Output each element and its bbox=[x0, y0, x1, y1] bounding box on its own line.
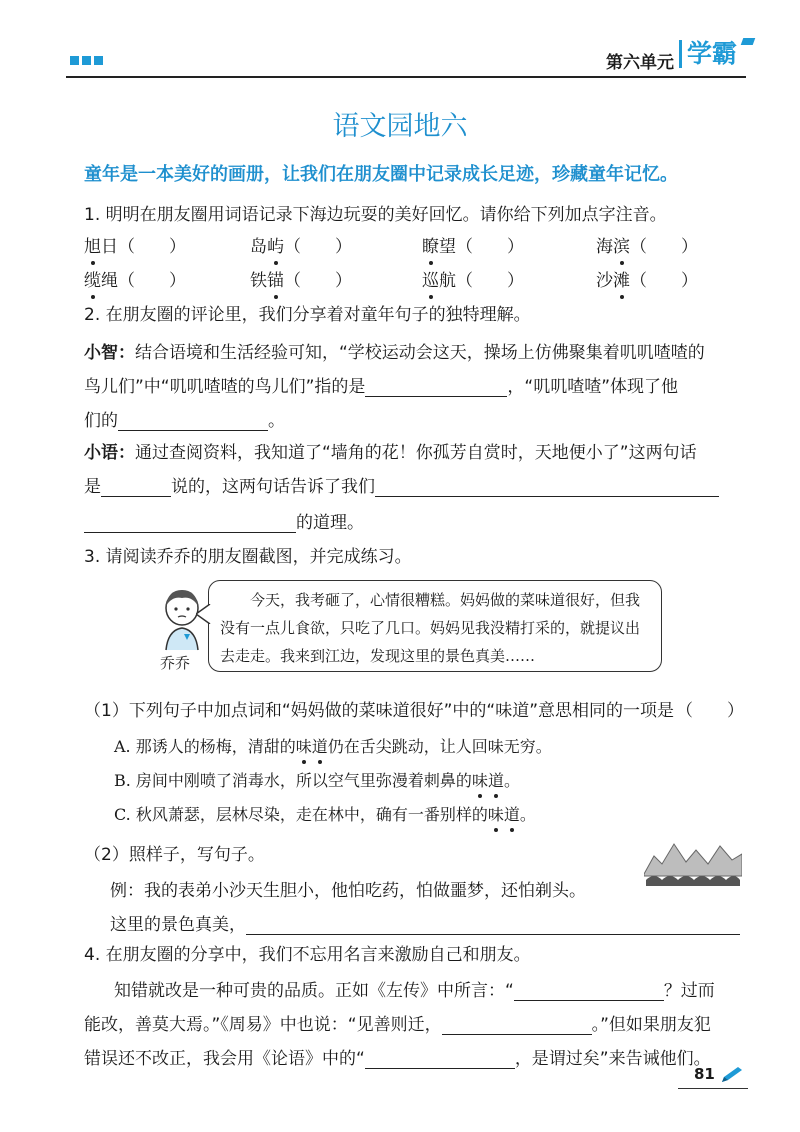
xiaoyu-line-3: 的道理。 bbox=[296, 513, 364, 533]
option-b[interactable] bbox=[114, 768, 520, 791]
brand-logo: 学霸 bbox=[679, 40, 737, 68]
quote-line-2a: 能改，善莫大焉。”《周易》中也说：“见善则迁， bbox=[84, 1015, 442, 1035]
dotted-char: 屿 bbox=[267, 237, 284, 257]
answer-blank[interactable] bbox=[442, 1016, 592, 1035]
header-square bbox=[82, 56, 91, 65]
sub-question-2: （2）照样子，写句子。 bbox=[84, 845, 265, 865]
pinyin-answer-box[interactable]: （ ） bbox=[284, 237, 352, 257]
intro-text: 童年是一本美好的画册，让我们在朋友圈中记录成长足迹，珍藏童年记忆。 bbox=[84, 164, 678, 185]
header-square bbox=[94, 56, 103, 65]
answer-blank[interactable] bbox=[375, 478, 719, 497]
quote-line-3b: ，是谓过矣”来告诫他们。 bbox=[514, 1049, 711, 1069]
pinyin-word bbox=[250, 232, 352, 257]
answer-blank[interactable] bbox=[101, 478, 171, 497]
pinyin-answer-box[interactable]: （ ） bbox=[456, 237, 524, 257]
dotted-char: 瞭 bbox=[422, 237, 439, 257]
xiaozhi-line-3b: 。 bbox=[268, 411, 285, 431]
pinyin-answer-box[interactable]: （ ） bbox=[284, 271, 352, 291]
pinyin-answer-box[interactable]: （ ） bbox=[118, 237, 186, 257]
word-char: 铁 bbox=[250, 271, 267, 291]
answer-blank[interactable] bbox=[118, 412, 268, 431]
option-a[interactable] bbox=[114, 734, 552, 757]
header-rule bbox=[66, 76, 746, 78]
option-b-text: B. 房间中刚喷了消毒水，所以空气里弥漫着刺鼻的 bbox=[114, 771, 472, 790]
pinyin-answer-box[interactable]: （ ） bbox=[456, 271, 524, 291]
quote-line-3a: 错误还不改正，我会用《论语》中的“ bbox=[84, 1049, 365, 1069]
word-char: 岛 bbox=[250, 237, 267, 257]
quote-line-1a: 知错就改是一种可贵的品质。正如《左传》中所言：“ bbox=[114, 981, 514, 1001]
dotted-char: 味 bbox=[471, 771, 488, 790]
page-number: 81 bbox=[694, 1065, 715, 1083]
option-c-text: 。 bbox=[519, 805, 536, 824]
word-char: 沙 bbox=[596, 271, 613, 291]
pinyin-word bbox=[596, 232, 698, 257]
pinyin-word bbox=[422, 266, 524, 291]
word-char: 日 bbox=[101, 237, 118, 257]
cap-icon bbox=[741, 38, 756, 45]
pinyin-answer-box[interactable]: （ ） bbox=[630, 237, 698, 257]
xiaozhi-line-1: 结合语境和生活经验可知，“学校运动会这天，操场上仿佛聚集着叽叽喳喳的 bbox=[135, 343, 705, 363]
dotted-char: 味 bbox=[487, 805, 504, 824]
page-title: 语文园地六 bbox=[332, 111, 468, 142]
dotted-char: 旭 bbox=[84, 237, 101, 257]
xiaozhi-line-3a: 们的 bbox=[84, 411, 118, 431]
answer-blank[interactable] bbox=[514, 982, 664, 1001]
dotted-char: 缆 bbox=[84, 271, 101, 291]
word-char: 绳 bbox=[101, 271, 118, 291]
dotted-char: 滩 bbox=[613, 271, 630, 291]
option-c-text: C. 秋风萧瑟，层林尽染，走在林中，确有一番别样的 bbox=[114, 805, 488, 824]
bubble-text: 今天，我考砸了，心情很糟糕。妈妈做的菜味道很好，但我没有一点儿食欲，只吃了几口。妈妈见我没精打采的，就提议出去走走。我来到江边，发现这里的景色真美…… bbox=[220, 591, 641, 665]
pinyin-word bbox=[84, 232, 186, 257]
word-char: 海 bbox=[596, 237, 613, 257]
dotted-char: 道 bbox=[487, 771, 504, 790]
dotted-char: 道 bbox=[311, 737, 328, 756]
answer-blank[interactable] bbox=[246, 916, 740, 935]
answer-blank[interactable] bbox=[365, 1050, 515, 1069]
quote-line-1b: ？过而 bbox=[663, 981, 715, 1001]
xiaoyu-line-2b: 说的，这两句话告诉了我们 bbox=[171, 477, 375, 497]
dotted-char: 巡 bbox=[422, 271, 439, 291]
option-c[interactable] bbox=[114, 802, 536, 825]
question-4: 4. 在朋友圈的分享中，我们不忘用名言来激励自己和朋友。 bbox=[84, 945, 531, 965]
pinyin-word bbox=[84, 266, 186, 291]
footer-rule bbox=[678, 1088, 748, 1089]
question-1: 1. 明明在朋友圈用词语记录下海边玩耍的美好回忆。请你给下列加点字注音。 bbox=[84, 205, 667, 225]
speaker-xiaoyu: 小语： bbox=[84, 443, 135, 463]
pinyin-word bbox=[422, 232, 524, 257]
word-char: 航 bbox=[439, 271, 456, 291]
dotted-char: 锚 bbox=[267, 271, 284, 291]
header-square bbox=[70, 56, 79, 65]
option-a-text: A. 那诱人的杨梅，清甜的 bbox=[114, 737, 296, 756]
pinyin-word bbox=[250, 266, 352, 291]
quote-line-2b: 。”但如果朋友犯 bbox=[591, 1015, 711, 1035]
word-char: 望 bbox=[439, 237, 456, 257]
question-2: 2. 在朋友圈的评论里，我们分享着对童年句子的独特理解。 bbox=[84, 305, 531, 325]
speaker-xiaozhi: 小智： bbox=[84, 343, 135, 363]
answer-parentheses[interactable]: （ ） bbox=[676, 701, 744, 721]
pinyin-answer-box[interactable]: （ ） bbox=[118, 271, 186, 291]
sub-question-1: （1）下列句子中加点词和“妈妈做的菜味道很好”中的“味道”意思相同的一项是 bbox=[84, 701, 675, 721]
xiaoyu-line-1: 通过查阅资料，我知道了“墙角的花！你孤芳自赏时，天地便小了”这两句话 bbox=[135, 443, 697, 463]
pinyin-word bbox=[596, 266, 698, 291]
xiaoyu-line-2a: 是 bbox=[84, 477, 101, 497]
example-sentence: 例：我的表弟小沙天生胆小，他怕吃药，怕做噩梦，还怕剃头。 bbox=[110, 881, 586, 901]
xiaozhi-line-2a: 鸟儿们”中“叽叽喳喳的鸟儿们”指的是 bbox=[84, 377, 366, 397]
option-b-text: 。 bbox=[503, 771, 520, 790]
dotted-char: 味 bbox=[295, 737, 312, 756]
question-3: 3. 请阅读乔乔的朋友圈截图，并完成练习。 bbox=[84, 547, 412, 567]
xiaozhi-line-2b: ，“叽叽喳喳”体现了他 bbox=[507, 377, 679, 397]
answer-blank[interactable] bbox=[84, 514, 296, 533]
unit-label: 第六单元 bbox=[606, 53, 674, 73]
pencil-icon bbox=[720, 1066, 744, 1084]
dotted-char: 滨 bbox=[613, 237, 630, 257]
bubble-tail bbox=[196, 604, 211, 624]
pinyin-answer-box[interactable]: （ ） bbox=[630, 271, 698, 291]
fill-prompt: 这里的景色真美， bbox=[110, 915, 246, 935]
landscape-illustration bbox=[644, 836, 742, 888]
dotted-char: 道 bbox=[503, 805, 520, 824]
avatar-name: 乔乔 bbox=[160, 654, 191, 672]
option-a-text: 仍在舌尖跳动，让人回味无穷。 bbox=[327, 737, 552, 756]
answer-blank[interactable] bbox=[365, 378, 507, 397]
